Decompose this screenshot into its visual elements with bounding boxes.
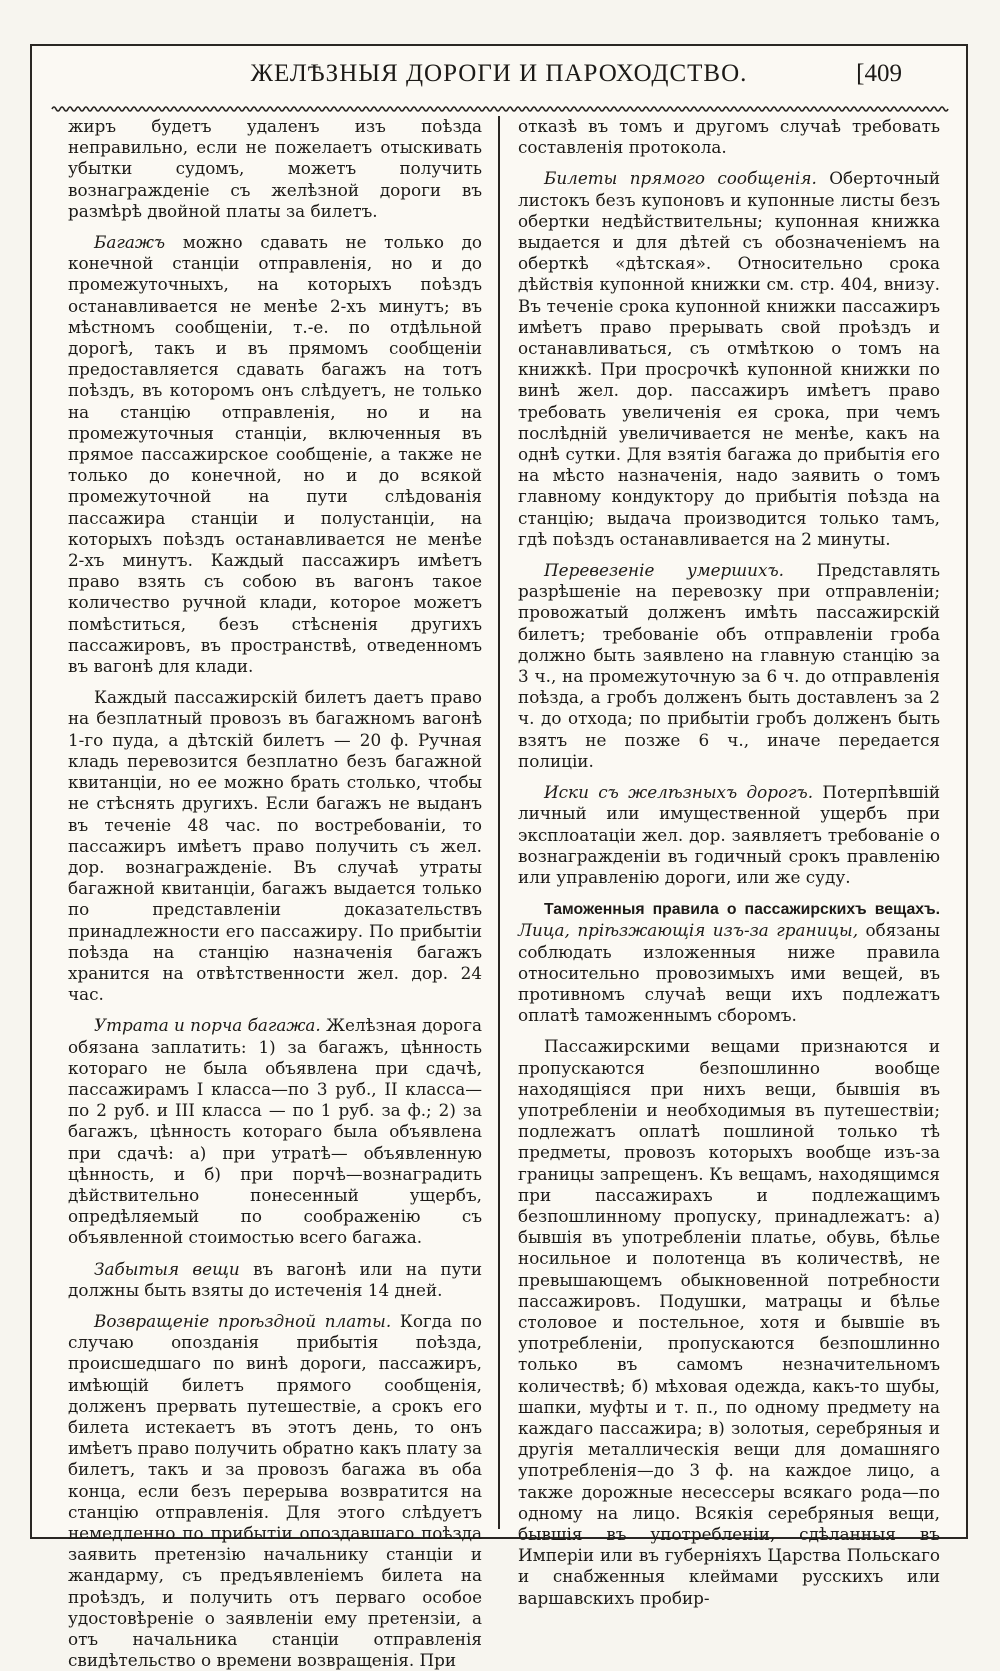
paragraph-text: Каждый пассажирскій билетъ даетъ право на безплатный провозъ въ багажномъ вагонѣ 1-го пуда, а дѣтскій билетъ — 20 ф. Ручная кладь перевозится безплатно безъ багажной квитанціи, но ее можно брать столько, чтобы не стѣснять другихъ. Если багажъ не выданъ въ теченіе 48 час. по востребованіи, то пассажиръ имѣетъ право получить съ жел. дор. вознагражденіе. Въ случаѣ утраты багажной квитанціи, багажъ выдается только по представленіи доказательствъ принадлежности его пассажиру. По прибытіи поѣзда на станцію назначенія багажъ хранится на отвѣтственности жел. дор. 24 час. [68, 687, 483, 1005]
paragraph-text: обязаны соблюдать изложенныя ниже правила относительно провозимыхъ ими вещей, въ противномъ случаѣ вещи ихъ подлежатъ оплатѣ таможеннымъ сборомъ. [518, 920, 941, 1026]
paragraph-text: жиръ будетъ удаленъ изъ поѣзда неправильно, если не пожелаетъ отыскивать убытки судомъ, можетъ получить вознагражденіе съ желѣзной дороги въ размѣрѣ двойной платы за билетъ. [68, 116, 483, 221]
left-paragraph [68, 232, 482, 677]
paragraph-text: Потерпѣвшій личный или имущественной ущербъ при эксплоатаціи жел. дор. заявляетъ требованіе о вознагражденіи въ годичный срокъ правленію или управленію дороги, или же суду. [518, 782, 941, 887]
paragraph-lead: Перевезеніе умершихъ. [544, 560, 784, 581]
paragraph-lead: Забытыя вещи [94, 1258, 240, 1279]
paragraph-text: въ вагонѣ или на пути должны быть взяты до истеченія 14 дней. [68, 1258, 483, 1300]
header-title: ЖЕЛѢЗНЫЯ ДОРОГИ И ПАРОХОДСТВО. [250, 60, 748, 87]
paragraph-lead: Возвращеніе проѣздной платы. [94, 1310, 392, 1331]
page-number: [409 [856, 60, 902, 87]
paragraph-lead: Иски съ желѣзныхъ дорогъ. [544, 782, 814, 803]
text-columns [40, 116, 958, 1671]
page-frame [30, 44, 968, 1671]
running-header [32, 60, 966, 100]
left-column [40, 116, 498, 1671]
paragraph-text: можно сдавать не только до конечной станціи отправленія, но и до промежуточныхъ, на которыхъ поѣздъ останавливается не менѣе 2-хъ минутъ; въ мѣстномъ сообщеніи, т.-е. по отдѣльной дорогѣ, такъ и въ прямомъ сообщеніи предоставляется сдавать багажъ на тотъ поѣздъ, въ которомъ онъ слѣдуетъ, не только на станцію отправленія, но и на промежуточныя станціи, включенныя въ прямое пассажирское сообщеніе, а также не только до конечной, но и до всякой промежуточной на пути слѣдованія пассажира станціи и полустанціи, на которыхъ поѣздъ останавливается не менѣе 2-хъ минутъ. Каждый пассажиръ имѣетъ право взять съ собою въ вагонъ такое количество ручной клади, которое можетъ помѣститься, безъ стѣсненія другихъ пассажировъ, въ пространствѣ, отведенномъ въ вагонѣ для клади. [68, 232, 483, 677]
right-column [500, 116, 958, 1608]
paragraph-text: Когда по случаю опозданія прибытія поѣзда, происшедшаго по винѣ дороги, пассажиръ, имѣющій билетъ прямого сообщенія, долженъ прервать путешествіе, а срокъ его билета истекаетъ въ этотъ день, то онъ имѣетъ право получить обратно какъ плату за билетъ, такъ и за провозъ багажа въ оба конца, если безъ перерыва возвратится на станцію отправленія. Для этого слѣдуетъ немедленно по прибытіи опоздавшаго поѣзда заявить претензію начальнику станціи и жандарму, съ предъявленіемъ билета на проѣздъ, и получить отъ перваго особое удостовѣреніе о заявленіи ему претензіи, а отъ начальника станціи отправленія свидѣтельство о времени возвращенія. При [68, 1310, 483, 1671]
paragraph-text: Представлять разрѣшеніе на перевозку при отправленіи; провожатый долженъ имѣть пассажирскій билетъ; требованіе объ отправленіи гроба должно быть заявлено на главную станцію за 3 ч., на промежуточную за 6 ч. до отправленія поѣзда, а гробъ долженъ быть доставленъ за 2 ч. до отхода; по прибытіи гробъ долженъ быть взятъ не позже 6 ч., иначе передается полиціи. [518, 560, 941, 771]
right-paragraph [518, 1036, 940, 1608]
left-paragraph [68, 1311, 482, 1671]
paragraph-text: Желѣзная дорога обязана заплатить: 1) за багажъ, цѣнность котораго не была объявлена при сдачѣ, пассажирамъ I класса—по 3 руб., II класса—по 2 руб. и III класса — по 1 руб. за ф.; 2) за багажъ, цѣнность котораго была объявлена при сдачѣ: а) при утратѣ— объявленную цѣнность, и б) при порчѣ—вознаградить дѣйствительно понесенный ущербъ, опредѣляемый по соображенію съ объявленной стоимостью всего багажа. [68, 1015, 483, 1248]
left-paragraph [68, 116, 482, 222]
paragraph-text: отказѣ въ томъ и другомъ случаѣ требовать составленія протокола. [518, 116, 941, 158]
right-paragraph [518, 782, 940, 888]
paragraph-lead: Билеты прямого сообщенія. [544, 168, 817, 189]
paragraph-lead: Багажъ [94, 232, 166, 253]
section-heading: Таможенныя правила о пассажирскихъ вещахъ. [544, 901, 941, 919]
right-paragraph [518, 560, 940, 772]
right-paragraph [518, 116, 940, 158]
left-paragraph [68, 1015, 482, 1248]
paragraph-lead: Лица, пріѣзжающія изъ-за границы, [518, 920, 859, 941]
paragraph-lead: Утрата и порча багажа. [94, 1015, 321, 1036]
wavy-rule [52, 104, 948, 114]
right-paragraph [518, 168, 940, 550]
paragraph-text: Оберточный листокъ безъ купоновъ и купонные листы безъ обертки недѣйствительны; купонная книжка выдается и для дѣтей съ обозначеніемъ на оберткѣ «дѣтская». Относительно срока дѣйствія купонной книжки см. стр. 404, внизу. Въ теченіе срока купонной книжки пассажиръ имѣетъ право прерывать свой проѣздъ и останавливаться, съ отмѣткою о томъ на книжкѣ. При просрочкѣ купонной книжки по винѣ жел. дор. пассажиръ имѣетъ право требовать увеличенія ея срока, при чемъ послѣдній увеличивается не менѣе, какъ на однѣ сутки. Для взятія багажа до прибытія его на мѣсто назначенія, надо заявить о томъ главному кондуктору до прибытія поѣзда на станцію; выдача производится только тамъ, гдѣ поѣздъ останавливается на 2 минуты. [518, 168, 941, 549]
left-paragraph [68, 687, 482, 1005]
left-paragraph [68, 1259, 482, 1301]
paragraph-text: Пассажирскими вещами признаются и пропускаются безпошлинно вообще находящіяся при нихъ вещи, бывшія въ употребленіи и необходимыя въ путешествіи; подлежатъ оплатѣ пошлиной только тѣ предметы, провозъ которыхъ вообще изъ-за границы запрещенъ. Къ вещамъ, находящимся при пассажирахъ и подлежащимъ безпошлинному пропуску, принадлежатъ: а) бывшія въ употребленіи платье, обувь, бѣлье носильное и полотенца въ количествѣ, не превышающемъ обыкновенной потребности пассажировъ. Подушки, матрацы и бѣлье столовое и постельное, хотя и бывшіе въ употребленіи, пропускаются безпошлинно только въ самомъ незначительномъ количествѣ; б) мѣховая одежда, какъ-то шубы, шапки, муфты и т. п., по одному предмету на каждаго пассажира; в) золотыя, серебряныя и другія металлическія вещи для домашняго употребленія—до 3 ф. на каждое лицо, а также дорожные несессеры всякаго рода—по одному на лицо. Всякія серебряныя вещи, бывшія въ употребленіи, сдѣланныя въ Имперіи или въ губерніяхъ Царства Польскаго и снабженныя клеймами русскихъ или варшавскихъ пробир- [518, 1036, 941, 1608]
right-paragraph [518, 898, 940, 1026]
